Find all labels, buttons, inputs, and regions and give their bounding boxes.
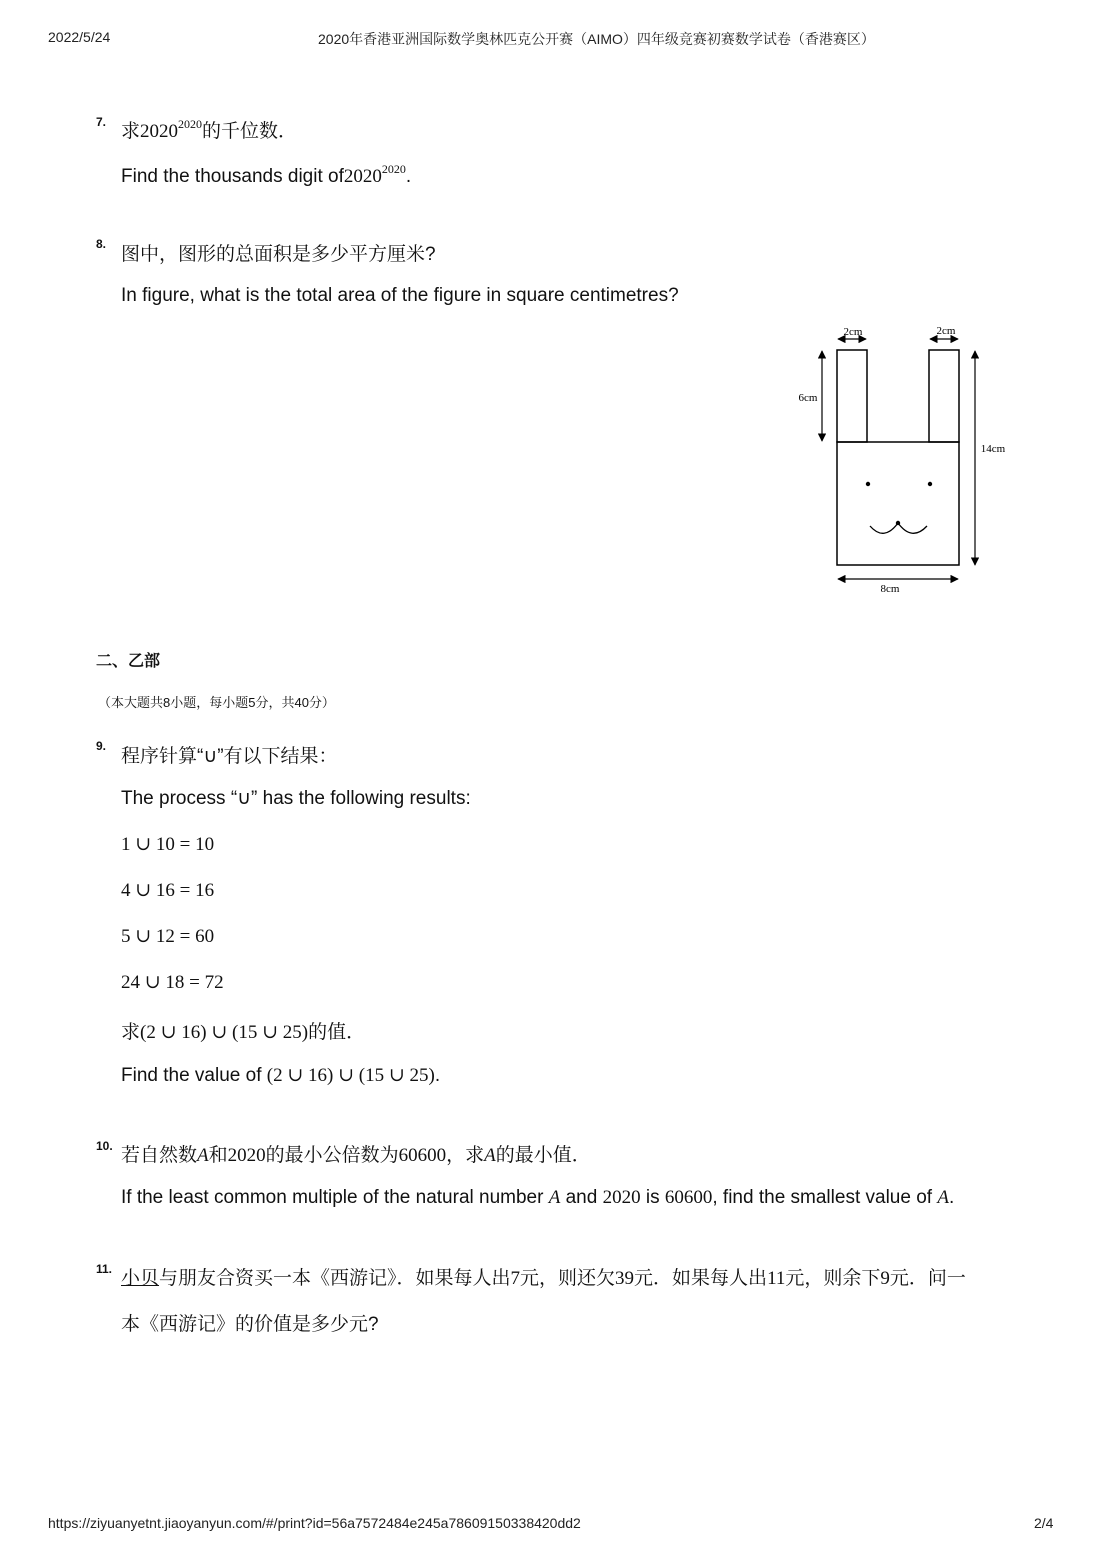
question-number-8: 8. [96,237,107,251]
q7-exponent: 2020 [178,117,203,131]
section-title: 二、乙部 [96,653,161,670]
question-9-ask-en [121,1064,440,1087]
question-8-en: In figure, what is the total area of the figure in square centimetres? [121,285,679,306]
q11-text-d: 元，则余下 [785,1268,881,1289]
q7-zh-pre: 求 [121,121,141,142]
example-1: 1 ∪ 10 = 10 [121,834,215,855]
question-9-ask-zh [121,1017,365,1044]
total-height-label: 14cm [980,443,1006,455]
question-number-10: 10. [96,1139,113,1153]
q9-ask-zh-post: 的值． [308,1022,366,1043]
question-10-en [121,1187,954,1209]
q10-en-5: . [948,1187,955,1208]
rabbit-figure [780,318,1030,603]
q11-name: 小贝 [121,1268,160,1289]
question-11-line-1 [121,1263,966,1290]
q10-en-2: and [560,1187,603,1208]
q10-zh-2: 和 [208,1145,228,1166]
q10-en-n1: 2020 [602,1187,641,1208]
q10-var-2: A [484,1145,496,1166]
page-number: 2/4 [1034,1515,1054,1531]
question-9-zh: 程序针算“∪”有以下结果： [121,746,338,767]
q9-expression: (2 ∪ 16) ∪ (15 ∪ 25) [140,1022,309,1043]
q7-en-post: . [405,166,412,187]
left-ear-width-label: 2cm [843,326,863,338]
q9-ask-en-pre: Find the value of [121,1065,267,1086]
question-number-7: 7. [96,115,107,129]
left-ear [837,350,867,442]
q11-text-c: 元．如果每人出 [634,1268,768,1289]
q10-en-4: , find the smallest value of [712,1187,938,1208]
q9-ask-zh-pre: 求 [121,1022,141,1043]
question-7-zh [121,116,297,143]
right-ear-width-label: 2cm [936,325,956,337]
q10-zh-4: ，求 [446,1145,485,1166]
question-9-en: The process “∪” has the following results: [121,788,471,809]
q9-ask-en-post: . [434,1065,441,1086]
q10-n1: 2020 [227,1145,266,1166]
q7-exponent-en: 2020 [381,162,406,176]
q11-v4: 9 [880,1268,890,1289]
rabbit-body [837,442,959,565]
q7-zh-post: 的千位数． [202,121,298,142]
question-11-line-2: 本《西游记》的价值是多少元? [121,1314,379,1335]
q11-v1: 7 [510,1268,521,1289]
q10-zh-1: 若自然数 [121,1145,198,1166]
q11-text-a: 与朋友合资买一本《西游记》．如果每人出 [159,1268,511,1289]
ear-height-label: 6cm [798,392,818,404]
right-eye [928,482,932,486]
right-ear [929,350,959,442]
q11-text-e: 元．问一 [889,1268,966,1289]
q10-zh-5: 的最小值． [495,1145,591,1166]
example-2: 4 ∪ 16 = 16 [121,880,215,901]
q10-zh-3: 的最小公倍数为 [265,1145,399,1166]
q7-base-en: 2020 [343,166,382,187]
question-7-en [121,162,411,188]
q11-text-b: 元，则还欠 [520,1268,616,1289]
example-3: 5 ∪ 12 = 60 [121,926,215,947]
document-title: 2020年香港亚洲国际数学奥林匹克公开赛（AIMO）四年级竞赛初赛数学试卷（香港赛区） [318,31,875,47]
body-width-label: 8cm [880,583,900,595]
q10-en-3: is [640,1187,665,1208]
question-number-11: 11. [96,1262,113,1276]
section-note: （本大题共8小题，每小题5分，共40分） [98,695,335,710]
q7-en-pre: Find the thousands digit of [121,166,344,187]
question-number-9: 9. [96,739,107,753]
source-url-link[interactable]: https://ziyuanyetnt.jiaoyanyun.com/#/print?id=56a7572484e245a78609150338420dd2 [48,1515,581,1531]
q10-en-var: A [548,1187,561,1208]
q9-expression-en: (2 ∪ 16) ∪ (15 ∪ 25) [266,1065,435,1086]
question-10-zh [121,1140,591,1167]
q10-en-n2: 60600 [664,1187,713,1208]
print-date: 2022/5/24 [48,29,111,45]
example-4: 24 ∪ 18 = 72 [121,972,224,993]
question-8-zh: 图中，图形的总面积是多少平方厘米? [121,244,436,265]
q10-en-1: If the least common multiple of the natural number [121,1187,549,1208]
q10-en-var-2: A [937,1187,949,1208]
q11-v3: 11 [767,1268,786,1289]
q11-v2: 39 [615,1268,635,1289]
q10-var: A [197,1145,209,1166]
q7-base: 2020 [140,121,179,142]
left-eye [866,482,870,486]
mouth [870,523,927,533]
q10-n2: 60600 [398,1145,447,1166]
